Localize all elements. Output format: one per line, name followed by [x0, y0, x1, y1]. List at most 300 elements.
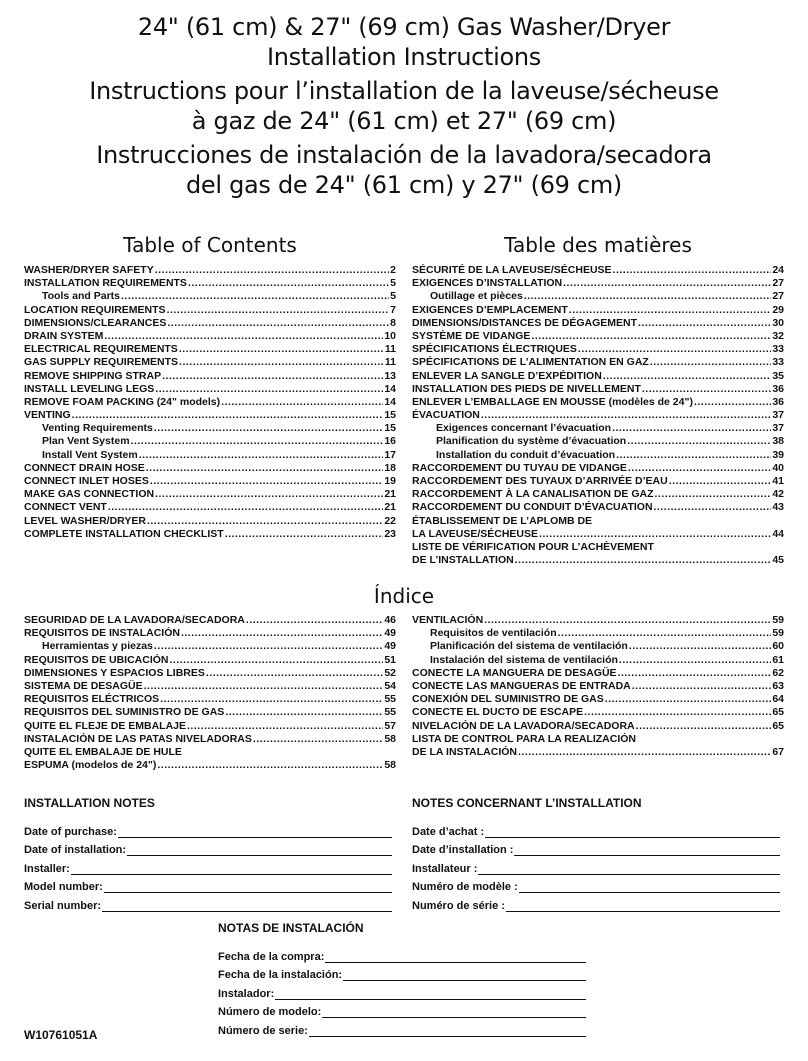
toc-entry-page: 22 — [384, 514, 396, 527]
toc-entry-leader — [187, 720, 383, 733]
notes-field — [218, 1018, 586, 1037]
toc-entry-leader — [179, 343, 384, 356]
toc-entry — [24, 746, 396, 759]
toc-entry-page: 46 — [384, 614, 396, 626]
toc-entry-page: 43 — [772, 501, 784, 514]
toc-entry — [412, 422, 784, 435]
toc-entry — [24, 614, 396, 627]
toc-entry-leader — [616, 449, 771, 462]
toc-entry — [24, 264, 396, 277]
toc-entry — [412, 435, 784, 448]
toc-entry-label: SYSTÈME DE VIDANGE — [412, 329, 531, 342]
title-spanish-line-1: Instrucciones de instalación de la lavadora/secadora — [96, 141, 712, 169]
toc-entry — [412, 654, 784, 667]
toc-entry-leader — [155, 383, 383, 396]
toc-entry-leader — [524, 290, 772, 303]
notes-field-blank-line[interactable] — [102, 899, 392, 912]
toc-entry-label: EXIGENCES D’EMPLACEMENT — [412, 303, 568, 316]
toc-entry-label: SISTEMA DE DESAGÜE — [24, 679, 143, 692]
notes-field-label: Date d’achat : — [412, 825, 485, 838]
toc-entry — [24, 733, 396, 746]
toc-entry-page: 64 — [772, 693, 784, 706]
toc-entry-page: 38 — [772, 435, 784, 448]
toc-entry-leader — [484, 614, 771, 627]
toc-entry-leader — [157, 759, 383, 772]
toc-entry-leader — [167, 304, 390, 317]
toc-entry — [412, 396, 784, 409]
toc-entry — [24, 277, 396, 290]
toc-entry-page: 5 — [390, 277, 396, 290]
toc-entry-page: 58 — [384, 759, 396, 772]
toc-entry-label: ENLEVER LA SANGLE D’EXPÉDITION — [412, 369, 602, 382]
toc-entry-page: 15 — [384, 422, 396, 435]
toc-entry — [24, 409, 396, 422]
toc-entry-leader — [612, 422, 771, 435]
notes-field — [412, 819, 780, 838]
toc-entry-leader — [539, 528, 771, 541]
toc-entry-leader — [155, 488, 383, 501]
notes-heading: NOTES CONCERNANT L’INSTALLATION — [412, 796, 642, 810]
toc-entry-label: REQUISITOS DE UBICACIÓN — [24, 653, 169, 666]
toc-entry-label: Requisitos de ventilación — [430, 627, 557, 640]
notes-field — [412, 875, 780, 894]
toc-entry — [412, 680, 784, 693]
notes-field-label: Date d’installation : — [412, 844, 514, 856]
toc-entry — [412, 383, 784, 396]
toc-entry-label: MAKE GAS CONNECTION — [24, 488, 155, 501]
toc-entry — [24, 759, 396, 772]
toc-entry-leader — [246, 614, 383, 627]
notes-field-blank-line[interactable] — [309, 1024, 586, 1037]
toc-entry-label: DIMENSIONS/CLEARANCES — [24, 316, 167, 329]
toc-entry-page: 49 — [384, 627, 396, 640]
toc-entry-page: 39 — [772, 448, 784, 461]
toc-entry-page: 37 — [772, 422, 784, 435]
toc-entry — [412, 264, 784, 277]
toc-entry-page: 49 — [384, 640, 396, 653]
toc-entry-page: 59 — [772, 627, 784, 640]
toc-entry-page: 32 — [772, 329, 784, 342]
toc-entry-leader — [632, 680, 772, 693]
toc-entry — [412, 462, 784, 475]
toc-entry-page: 33 — [772, 356, 784, 369]
toc-entry — [24, 290, 396, 303]
notes-field-blank-line[interactable] — [343, 968, 586, 981]
toc-entry — [24, 680, 396, 693]
toc-entry — [412, 554, 784, 567]
toc-entry — [412, 733, 784, 746]
toc-spanish-left — [24, 614, 396, 772]
toc-entry-leader — [613, 264, 772, 277]
toc-entry-label: RACCORDEMENT DU CONDUIT D’ÉVACUATION — [412, 501, 653, 514]
toc-english — [24, 264, 396, 541]
toc-entry-leader — [569, 304, 772, 317]
toc-entry-leader — [629, 640, 771, 653]
notes-field — [24, 819, 392, 838]
toc-entry-label: DIMENSIONS/DISTANCES DE DÉGAGEMENT — [412, 316, 637, 329]
notes-heading: INSTALLATION NOTES — [24, 796, 155, 810]
toc-entry-label: SPÉCIFICATIONS ÉLECTRIQUES — [412, 343, 577, 356]
toc-entry-page: 67 — [772, 745, 784, 758]
notes-field — [24, 893, 392, 912]
toc-entry-label: Exigences concernant l’évacuation — [436, 422, 612, 435]
notes-field-blank-line[interactable] — [71, 862, 392, 875]
toc-entry-label: SEGURIDAD DE LA LAVADORA/SECADORA — [24, 614, 245, 626]
toc-entry — [24, 654, 396, 667]
notes-field — [24, 856, 392, 875]
notes-field-blank-line[interactable] — [514, 843, 780, 856]
toc-entry-leader — [650, 356, 771, 369]
toc-entry — [24, 462, 396, 475]
toc-entry — [412, 667, 784, 680]
toc-entry — [412, 317, 784, 330]
toc-entry-leader — [131, 435, 384, 448]
toc-entry — [412, 541, 784, 554]
toc-entry-leader — [154, 422, 383, 435]
toc-entry — [24, 528, 396, 541]
toc-entry-page: 19 — [384, 475, 396, 487]
toc-entry-label: Venting Requirements — [42, 422, 153, 435]
toc-entry-label: EXIGENCES D’INSTALLATION — [412, 277, 563, 290]
toc-entry-label: INSTALLATION REQUIREMENTS — [24, 277, 187, 290]
toc-entry — [24, 383, 396, 396]
toc-entry-label: CONNECT DRAIN HOSE — [24, 461, 145, 474]
toc-entry-page: 37 — [772, 409, 784, 422]
toc-entry-page: 52 — [384, 666, 396, 679]
installation-notes-english — [24, 795, 392, 912]
title-spanish-line-2: del gas de 24" (61 cm) y 27" (69 cm) — [185, 171, 622, 199]
toc-entry-leader — [188, 277, 389, 290]
installation-notes-spanish — [218, 920, 586, 1037]
toc-entry — [24, 304, 396, 317]
toc-entry — [412, 693, 784, 706]
toc-entry-label: RACCORDEMENT DU TUYAU DE VIDANGE — [412, 461, 627, 474]
toc-entry-page: 5 — [390, 290, 396, 303]
toc-entry-leader — [584, 706, 771, 719]
toc-entry-label: RACCORDEMENT À LA CANALISATION DE GAZ — [412, 488, 654, 501]
notes-field-blank-line[interactable] — [275, 987, 586, 1000]
toc-entry-label: LISTE DE VÉRIFICATION POUR L’ACHÈVEMENT — [412, 540, 654, 553]
toc-entry-page: 55 — [384, 693, 396, 706]
toc-spanish-heading: Índice — [373, 584, 435, 608]
notes-field-label: Instalador: — [218, 987, 275, 1000]
toc-entry-page: 29 — [772, 303, 784, 316]
toc-entry-leader — [627, 435, 771, 448]
toc-entry-leader — [563, 277, 771, 290]
toc-entry — [412, 356, 784, 369]
toc-entry-label: CONNECT INLET HOSES — [24, 475, 149, 487]
toc-entry-page: 27 — [772, 277, 784, 290]
toc-entry — [24, 317, 396, 330]
toc-entry-label: INSTALACIÓN DE LAS PATAS NIVELADORAS — [24, 732, 252, 745]
toc-entry-page: 54 — [384, 679, 396, 692]
toc-entry-label: VENTILACIÓN — [412, 614, 484, 626]
notes-field-blank-line[interactable] — [118, 825, 392, 838]
toc-entry — [24, 422, 396, 435]
toc-entry-leader — [167, 317, 389, 330]
toc-entry-leader — [515, 554, 772, 567]
toc-entry-page: 58 — [384, 732, 396, 745]
notes-field-blank-line[interactable] — [506, 899, 780, 912]
toc-spanish-right — [412, 614, 784, 759]
toc-entry-leader — [628, 462, 771, 475]
toc-entry-label: Installation du conduit d’évacuation — [436, 448, 616, 461]
toc-entry — [412, 614, 784, 627]
notes-field-blank-line[interactable] — [322, 1005, 586, 1018]
toc-entry-label: Outillage et pièces — [430, 290, 523, 303]
toc-entry-page: 61 — [772, 653, 784, 666]
toc-entry-leader — [669, 475, 772, 488]
notes-field-label: Fecha de la instalación: — [218, 969, 343, 981]
toc-entry-label: WASHER/DRYER SAFETY — [24, 264, 154, 276]
toc-entry — [24, 449, 396, 462]
toc-entry-leader — [154, 640, 383, 653]
installation-notes-french — [412, 795, 780, 912]
notes-field — [24, 875, 392, 894]
toc-entry-page: 42 — [772, 488, 784, 501]
toc-entry — [412, 627, 784, 640]
toc-entry-leader — [638, 317, 771, 330]
toc-entry-page: 45 — [772, 554, 784, 567]
toc-entry-page: 17 — [384, 448, 396, 461]
toc-entry-label: Install Vent System — [42, 448, 138, 461]
toc-entry-leader — [181, 627, 383, 640]
toc-entry-label: LA LAVEUSE/SÉCHEUSE — [412, 527, 539, 540]
notes-field-blank-line[interactable] — [325, 950, 586, 963]
toc-entry-leader — [108, 501, 383, 514]
notes-field-blank-line[interactable] — [104, 880, 392, 893]
toc-entry-leader — [221, 396, 383, 409]
toc-entry-page: 65 — [772, 719, 784, 732]
toc-entry-page: 24 — [772, 264, 784, 276]
toc-entry-label: LOCATION REQUIREMENTS — [24, 303, 166, 316]
notes-field — [218, 1000, 586, 1019]
toc-entry-label: INSTALL LEVELING LEGS — [24, 382, 155, 395]
toc-entry — [412, 449, 784, 462]
toc-entry-page: 57 — [384, 719, 396, 732]
toc-entry-page: 36 — [772, 395, 784, 408]
toc-entry-page: 33 — [772, 343, 784, 356]
toc-entry-leader — [578, 343, 771, 356]
toc-entry — [24, 396, 396, 409]
toc-entry-leader — [642, 383, 771, 396]
toc-entry — [24, 720, 396, 733]
document-titles — [0, 12, 808, 200]
document-id: W10761051A — [24, 1028, 98, 1042]
notes-field-blank-line[interactable] — [519, 880, 780, 893]
toc-entry — [412, 277, 784, 290]
toc-entry-label: ESPUMA (modelos de 24") — [24, 759, 157, 772]
toc-entry-leader — [155, 264, 389, 277]
toc-entry-label: Instalación del sistema de ventilación — [430, 653, 618, 666]
toc-entry-leader — [253, 733, 383, 746]
toc-entry-page: 55 — [384, 706, 396, 719]
toc-entry-label: REMOVE SHIPPING STRAP — [24, 369, 162, 382]
toc-entry — [412, 330, 784, 343]
toc-entry-page: 30 — [772, 316, 784, 329]
notes-field — [218, 944, 586, 963]
toc-entry-label: Plan Vent System — [42, 435, 130, 448]
toc-entry — [412, 488, 784, 501]
toc-entry-page: 40 — [772, 461, 784, 474]
toc-entry — [412, 343, 784, 356]
toc-entry-page: 60 — [772, 640, 784, 653]
toc-entry — [412, 640, 784, 653]
toc-entry-label: DE LA INSTALACIÓN — [412, 745, 517, 758]
toc-entry-leader — [121, 290, 389, 303]
toc-entry-label: REQUISITOS DEL SUMINISTRO DE GAS — [24, 706, 225, 719]
toc-entry-page: 27 — [772, 290, 784, 303]
toc-entry — [412, 720, 784, 733]
toc-entry — [412, 501, 784, 514]
toc-entry — [24, 435, 396, 448]
notes-field — [412, 838, 780, 857]
toc-entry — [24, 370, 396, 383]
toc-entry — [412, 409, 784, 422]
toc-entry-leader — [162, 370, 383, 383]
toc-entry-leader — [139, 449, 384, 462]
toc-entry-page: 7 — [390, 303, 396, 316]
toc-entry-label: VENTING — [24, 409, 71, 422]
toc-entry-label: DRAIN SYSTEM — [24, 329, 104, 342]
toc-entry-leader — [558, 627, 772, 640]
toc-entry-page: 63 — [772, 679, 784, 692]
notes-field-blank-line[interactable] — [485, 825, 780, 838]
toc-entry-leader — [618, 667, 772, 680]
notes-field-blank-line[interactable] — [478, 862, 780, 875]
toc-entry-page: 59 — [772, 614, 784, 626]
toc-entry-leader — [146, 462, 384, 475]
toc-entry — [24, 330, 396, 343]
toc-entry-leader — [619, 654, 771, 667]
notes-field-label: Date of purchase: — [24, 825, 117, 838]
title-english-line-2: Installation Instructions — [266, 43, 541, 71]
toc-french — [412, 264, 784, 567]
toc-entry-leader — [147, 515, 383, 528]
toc-entry — [412, 290, 784, 303]
toc-entry-label: RACCORDEMENT DES TUYAUX D’ARRIVÉE D’EAU — [412, 475, 668, 487]
notes-field — [412, 893, 780, 912]
toc-entry-leader — [72, 409, 384, 422]
toc-entry-page: 16 — [384, 435, 396, 448]
notes-field-label: Installer: — [24, 862, 70, 875]
notes-field-label: Installateur : — [412, 862, 478, 875]
toc-entry-label: Planification du système d’évacuation — [436, 435, 627, 448]
toc-entry — [412, 706, 784, 719]
toc-entry-page: 13 — [384, 369, 396, 382]
notes-heading: NOTAS DE INSTALACIÓN — [218, 921, 364, 935]
toc-entry — [24, 667, 396, 680]
toc-entry-page: 36 — [772, 382, 784, 395]
toc-entry — [24, 515, 396, 528]
notes-field — [24, 838, 392, 857]
toc-entry-label: REQUISITOS ELÉCTRICOS — [24, 693, 160, 706]
notes-field-label: Número de serie: — [218, 1024, 308, 1037]
toc-entry-leader — [655, 488, 772, 501]
toc-entry-leader — [605, 693, 772, 706]
notes-field — [412, 856, 780, 875]
toc-entry-label: Planificación del sistema de ventilación — [430, 640, 628, 653]
toc-entry-label: LISTA DE CONTROL PARA LA REALIZACIÓN — [412, 732, 636, 745]
toc-entry-label: CONECTE LA MANGUERA DE DESAGÜE — [412, 666, 617, 679]
toc-entry-leader — [603, 370, 772, 383]
toc-entry — [24, 706, 396, 719]
toc-entry-label: REQUISITOS DE INSTALACIÓN — [24, 627, 180, 640]
toc-entry-page: 11 — [384, 356, 396, 369]
toc-entry-leader — [144, 680, 384, 693]
toc-entry-page: 18 — [384, 461, 396, 474]
toc-entry-leader — [150, 475, 383, 488]
toc-entry-label: NIVELACIÓN DE LA LAVADORA/SECADORA — [412, 719, 635, 732]
toc-entry-leader — [179, 356, 384, 369]
notes-field-label: Model number: — [24, 881, 103, 893]
toc-entry-label: CONECTE LAS MANGUERAS DE ENTRADA — [412, 679, 631, 692]
toc-entry — [412, 746, 784, 759]
toc-entry-page: 23 — [384, 527, 396, 540]
toc-entry-page: 41 — [772, 475, 784, 487]
toc-entry-label: CONNECT VENT — [24, 501, 107, 514]
notes-field-label: Fecha de la compra: — [218, 950, 325, 963]
toc-entry — [24, 627, 396, 640]
toc-entry-label: ENLEVER L’EMBALLAGE EN MOUSSE (modèles de 24") — [412, 395, 693, 408]
toc-entry-page: 65 — [772, 706, 784, 719]
toc-entry — [24, 488, 396, 501]
toc-entry-page: 44 — [772, 527, 784, 540]
toc-entry-label: GAS SUPPLY REQUIREMENTS — [24, 356, 179, 369]
toc-entry-label: DIMENSIONES Y ESPACIOS LIBRES — [24, 666, 205, 679]
toc-entry-page: 8 — [390, 316, 396, 329]
toc-entry — [412, 304, 784, 317]
toc-entry — [412, 515, 784, 528]
notes-field-label: Numéro de modèle : — [412, 881, 518, 893]
toc-entry-leader — [531, 330, 771, 343]
toc-entry-label: ÉTABLISSEMENT DE L’APLOMB DE — [412, 514, 593, 527]
title-french-line-2: à gaz de 24" (61 cm) et 27" (69 cm) — [191, 107, 617, 135]
notes-field-label: Serial number: — [24, 899, 102, 912]
toc-entry-label: ELECTRICAL REQUIREMENTS — [24, 343, 178, 356]
toc-entry-label: REMOVE FOAM PACKING (24" models) — [24, 395, 221, 408]
toc-entry-leader — [481, 409, 771, 422]
toc-entry-leader — [518, 746, 771, 759]
toc-entry-label: QUITE EL FLEJE DE EMBALAJE — [24, 719, 186, 732]
notes-field-blank-line[interactable] — [127, 843, 392, 856]
toc-entry-page: 14 — [384, 382, 396, 395]
toc-french-heading: Table des matières — [504, 233, 692, 257]
toc-entry-label: CONECTE EL DUCTO DE ESCAPE — [412, 706, 584, 719]
toc-entry-label: Herramientas y piezas — [42, 640, 153, 653]
toc-entry-label: ÉVACUATION — [412, 409, 480, 422]
toc-entry-label: SPÉCIFICATIONS DE L’ALIMENTATION EN GAZ — [412, 356, 649, 369]
toc-entry-leader — [654, 501, 772, 514]
toc-entry — [24, 356, 396, 369]
toc-entry-label: CONEXIÓN DEL SUMINISTRO DE GAS — [412, 693, 604, 706]
toc-entry — [412, 528, 784, 541]
toc-entry — [24, 475, 396, 488]
toc-entry — [412, 475, 784, 488]
toc-entry-page: 35 — [772, 369, 784, 382]
toc-entry-leader — [170, 654, 384, 667]
toc-entry — [24, 640, 396, 653]
notes-field-label: Date of installation: — [24, 844, 127, 856]
toc-entry-label: QUITE EL EMBALAJE DE HULE — [24, 745, 182, 758]
toc-entry-label: INSTALLATION DES PIEDS DE NIVELLEMENT — [412, 382, 641, 395]
toc-entry-leader — [206, 667, 383, 680]
toc-entry — [24, 693, 396, 706]
toc-entry-leader — [636, 720, 772, 733]
toc-entry-page: 15 — [384, 409, 396, 422]
title-french-line-1: Instructions pour l’installation de la laveuse/sécheuse — [89, 77, 719, 105]
toc-entry-label: DE L’INSTALLATION — [412, 554, 514, 567]
